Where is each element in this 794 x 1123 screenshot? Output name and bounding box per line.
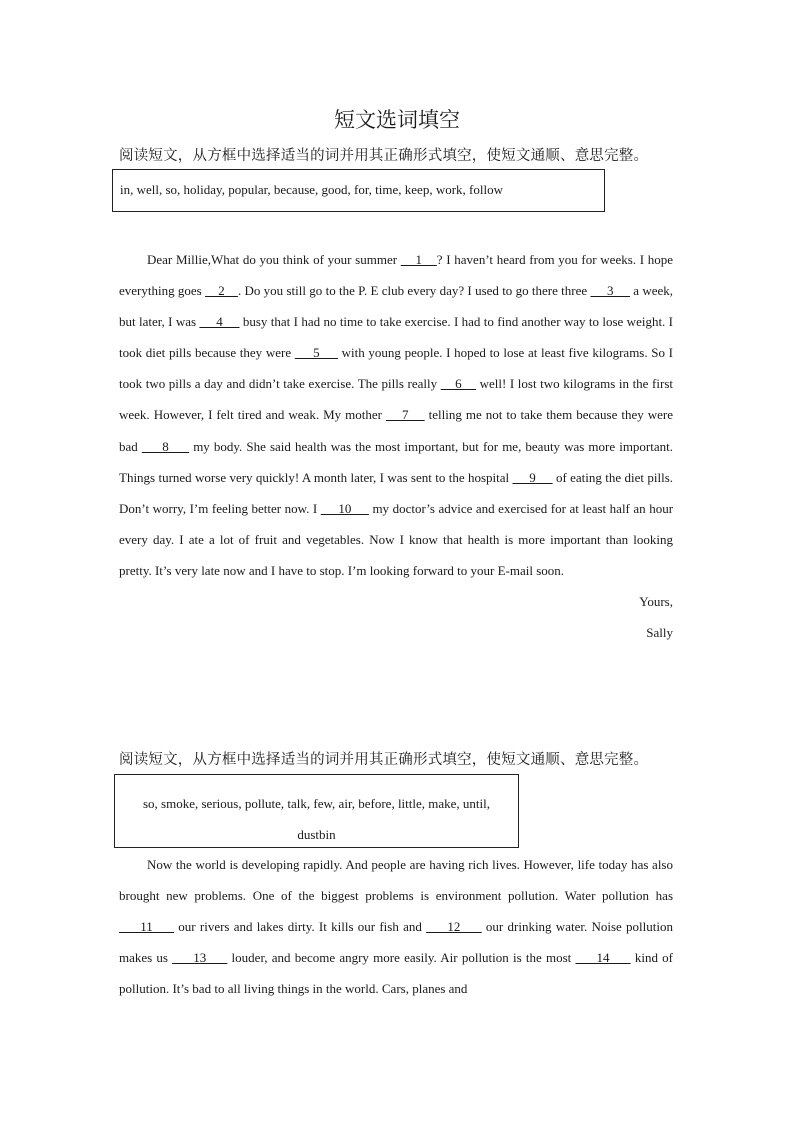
answer-blank[interactable]: 3 (590, 283, 630, 299)
passage-text: of eating the diet pills. Don’t worry, I’m feeling better now. I (119, 469, 674, 516)
passage-1 (119, 244, 673, 648)
signature: Sally (646, 625, 673, 641)
page-title: 短文选词填空 (334, 108, 460, 132)
passage-text: Now the world is developing rapidly. And people are having rich lives. However, life today has also brought new problems. One of the biggest problems is environment pollution. Water pollution has (119, 857, 673, 904)
passage-text: kind of pollution. It’s bad to all living things in the world. Cars, planes and (119, 950, 673, 997)
answer-blank[interactable]: 11 (119, 919, 175, 935)
passage-text: louder, and become angry more easily. Air pollution is the most (227, 950, 576, 966)
instruction-2: 阅读短文，从方框中选择适当的词并用其正确形式填空，使短文通顺、意思完整。 (119, 752, 649, 768)
answer-blank[interactable]: 6 (440, 376, 476, 392)
closing: Yours, (639, 594, 673, 610)
answer-blank[interactable]: 5 (294, 345, 338, 361)
answer-blank[interactable]: 8 (141, 438, 190, 454)
instruction-1: 阅读短文，从方框中选择适当的词并用其正确形式填空，使短文通顺、意思完整。 (119, 148, 649, 164)
passage-text: busy that I had no time to take exercise. I had to find another way to lose weight. I took diet pills because they were (119, 314, 673, 361)
answer-blank[interactable]: 4 (199, 314, 240, 330)
answer-blank[interactable]: 1 (400, 252, 437, 267)
passage-text: with young people. I hoped to lose at least five kilograms. So I took two pills a day and didn’t take exercise. The pills really (119, 345, 674, 392)
passage-2 (119, 849, 673, 1004)
passage-text: my doctor’s advice and exercised for at least half an hour every day. I ate a lot of fruit and vegetables. Now I know that health is more important than looking pretty. It’s very late now and I have to stop. I’m looking forward to your E-mail soon. (119, 500, 674, 578)
passage-text: well! I lost two kilograms in the first week. However, I felt tired and weak. My mother (119, 376, 673, 423)
word-box-2: so, smoke, serious, pollute, talk, few, air, before, little, make, until, dustbin (114, 774, 519, 848)
passage-2-text (119, 849, 673, 1004)
passage-text: our rivers and lakes dirty. It kills our fish and (174, 919, 427, 935)
answer-blank[interactable]: 10 (320, 500, 369, 516)
answer-blank[interactable]: 13 (172, 950, 228, 966)
answer-blank[interactable]: 12 (426, 919, 482, 935)
answer-blank[interactable]: 7 (386, 407, 425, 423)
passage-text: a week, but later, I was (119, 283, 674, 330)
passage-1-text (119, 244, 673, 586)
answer-blank[interactable]: 2 (205, 283, 238, 299)
passage-text: my body. She said health was the most important, but for me, beauty was more important. Things turned worse very quickly! A month later, I was sent to the hospital (119, 438, 674, 485)
passage-text: our drinking water. Noise pollution makes us (119, 919, 673, 966)
answer-blank[interactable]: 14 (575, 950, 631, 966)
answer-blank[interactable]: 9 (512, 469, 553, 485)
passage-text: Dear Millie,What do you think of your summer (147, 252, 401, 267)
word-box-1: in, well, so, holiday, popular, because, good, for, time, keep, work, follow (112, 169, 605, 212)
passage-text: telling me not to take them because they were bad (119, 407, 674, 454)
passage-text: ? I haven’t heard from you for weeks. I hope everything goes (119, 252, 674, 299)
passage-text: . Do you still go to the P. E club every day? I used to go there three (237, 283, 591, 299)
